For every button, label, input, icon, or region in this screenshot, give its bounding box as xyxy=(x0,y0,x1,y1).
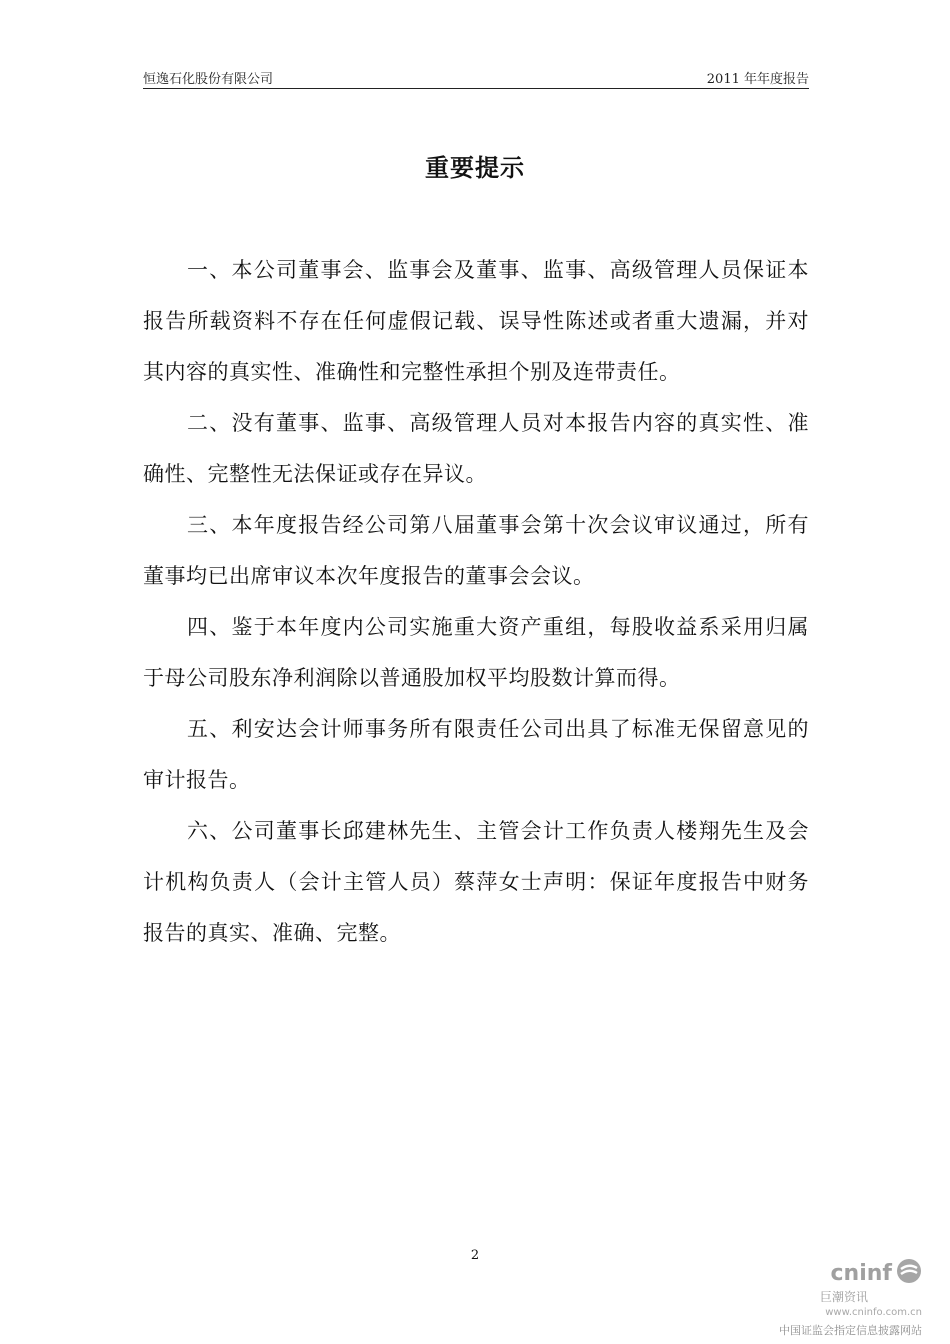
page-title: 重要提示 xyxy=(425,154,525,182)
notice-paragraph-4: 四、鉴于本年度内公司实施重大资产重组，每股收益系采用归属于母公司股东净利润除以普通股加权平均股数计算而得。 xyxy=(143,615,809,690)
watermark-brand: cninf xyxy=(830,1260,892,1286)
notice-paragraph-1: 一、本公司董事会、监事会及董事、监事、高级管理人员保证本报告所载资料不存在任何虚假记载、误导性陈述或者重大遗漏，并对其内容的真实性、准确性和完整性承担个别及连带责任。 xyxy=(143,258,809,384)
notice-paragraph-5: 五、利安达会计师事务所有限责任公司出具了标准无保留意见的审计报告。 xyxy=(143,717,809,792)
watermark-url: www.cninfo.com.cn xyxy=(825,1307,922,1318)
header-company-name: 恒逸石化股份有限公司 xyxy=(143,72,274,87)
notice-paragraph-3: 三、本年度报告经公司第八届董事会第十次会议审议通过，所有董事均已出席审议本次年度报告的董事会会议。 xyxy=(143,513,809,588)
cninfo-logo-icon xyxy=(896,1258,922,1288)
header-report-title: 2011 年年度报告 xyxy=(706,72,809,87)
page-number: 2 xyxy=(470,1248,480,1263)
page-header xyxy=(143,64,809,89)
notice-paragraph-6: 六、公司董事长邱建林先生、主管会计工作负责人楼翔先生及会计机构负责人（会计主管人员）蔡萍女士声明：保证年度报告中财务报告的真实、准确、完整。 xyxy=(143,819,809,945)
notice-paragraph-2: 二、没有董事、监事、高级管理人员对本报告内容的真实性、准确性、完整性无法保证或存在异议。 xyxy=(143,411,809,486)
notice-body xyxy=(143,245,809,959)
watermark-logo xyxy=(772,1258,922,1288)
watermark-chinese-name: 巨潮资讯 xyxy=(819,1290,868,1304)
cninfo-watermark xyxy=(772,1258,922,1338)
watermark-slogan: 中国证监会指定信息披露网站 xyxy=(779,1324,922,1337)
